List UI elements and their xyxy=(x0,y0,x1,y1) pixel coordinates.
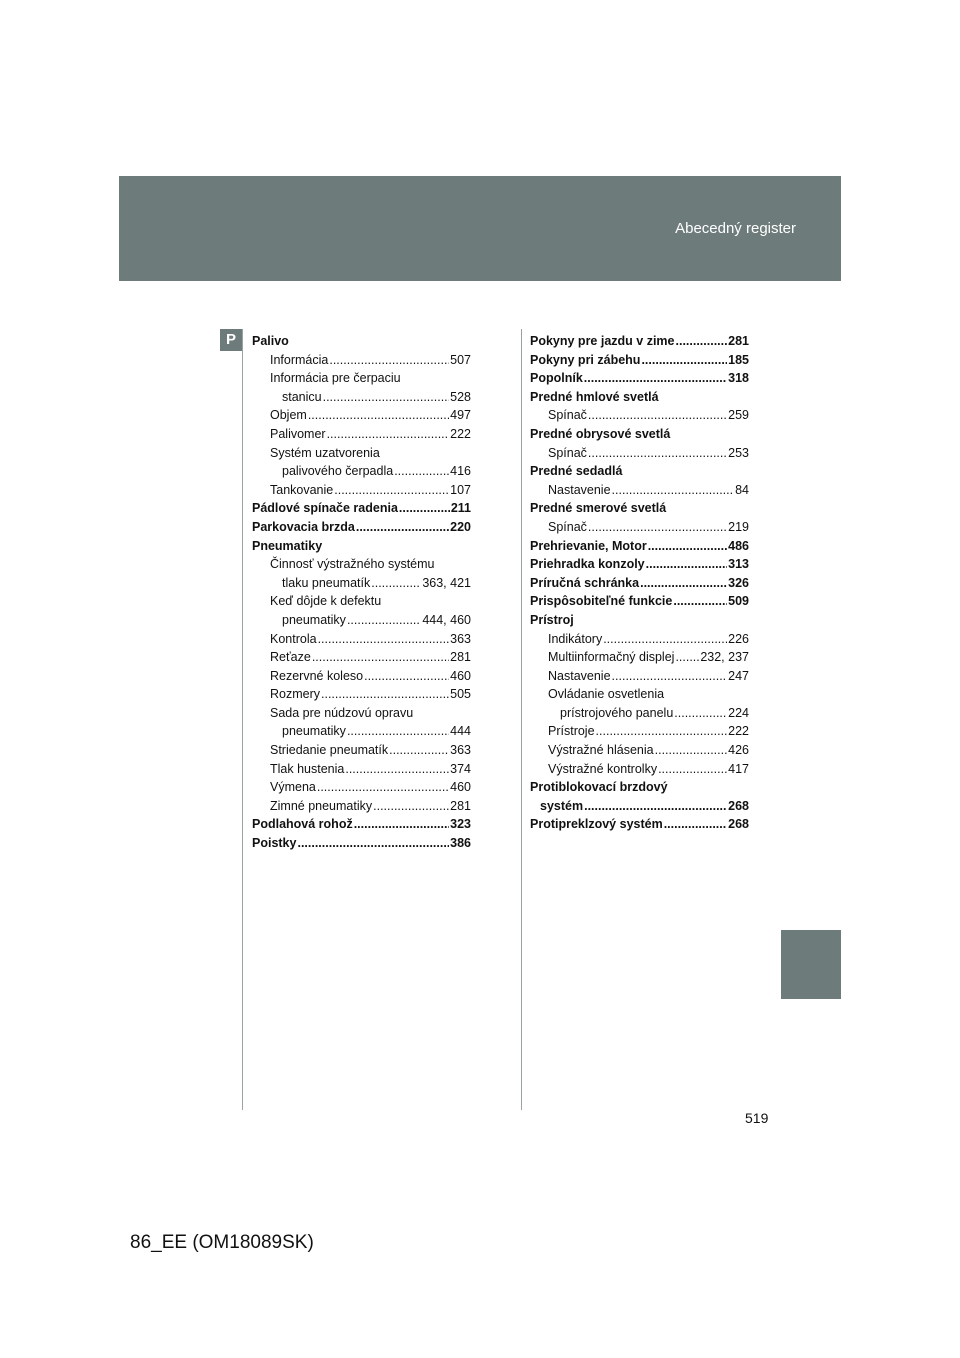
index-page-ref: 416 xyxy=(450,464,471,479)
index-entry xyxy=(252,685,471,704)
index-page-ref: 509 xyxy=(728,594,749,609)
leader-dots xyxy=(646,555,728,574)
index-entry xyxy=(530,630,749,649)
leader-dots xyxy=(321,685,449,704)
index-page-ref: 219 xyxy=(728,519,749,534)
index-term: Protipreklzový systém xyxy=(530,817,663,832)
index-page-ref: 444 xyxy=(450,724,471,739)
index-entry xyxy=(252,592,471,611)
index-entry xyxy=(530,611,749,630)
index-page-ref: 84 xyxy=(735,482,749,497)
index-entry xyxy=(252,462,471,481)
index-entry xyxy=(252,574,471,593)
section-title: Abecedný register xyxy=(675,220,796,237)
index-term: Palivo xyxy=(252,334,289,348)
index-entry xyxy=(252,351,471,370)
index-entry xyxy=(252,760,471,779)
index-term: systém xyxy=(540,798,584,813)
index-term: Informácia xyxy=(270,352,329,367)
index-term: Objem xyxy=(270,408,307,423)
leader-dots xyxy=(675,648,699,667)
index-page-ref: 323 xyxy=(450,817,471,832)
index-entry xyxy=(530,351,749,370)
index-entry xyxy=(252,425,471,444)
index-term: Kontrola xyxy=(270,631,317,646)
index-term: Predné hmlové svetlá xyxy=(530,389,659,404)
index-term: Priehradka konzoly xyxy=(530,557,645,572)
index-term: Predné sedadlá xyxy=(530,464,623,479)
leader-dots xyxy=(329,351,449,370)
index-term: Predné obrysové svetlá xyxy=(530,426,671,441)
index-entry xyxy=(252,388,471,407)
index-entry xyxy=(530,406,749,425)
index-page-ref: 363, 421 xyxy=(422,575,471,590)
leader-dots xyxy=(347,611,421,630)
leader-dots xyxy=(327,425,450,444)
index-entry xyxy=(530,499,749,518)
index-term: Rezervné koleso xyxy=(270,668,364,683)
index-entry xyxy=(530,555,749,574)
leader-dots xyxy=(674,704,727,723)
section-letter-tab: P xyxy=(220,329,242,351)
index-entry xyxy=(530,760,749,779)
index-term: pneumatiky xyxy=(282,612,346,627)
index-page-ref: 426 xyxy=(728,743,749,758)
index-page-ref: 224 xyxy=(728,705,749,720)
header-band xyxy=(119,176,841,281)
index-page-ref: 497 xyxy=(450,408,471,423)
document-code: 86_EE (OM18089SK) xyxy=(130,1232,314,1253)
index-page-ref: 460 xyxy=(450,780,471,795)
leader-dots xyxy=(345,760,449,779)
index-entry xyxy=(530,741,749,760)
index-column-left xyxy=(252,332,471,853)
leader-dots xyxy=(334,481,449,500)
index-page-ref: 211 xyxy=(450,501,471,516)
leader-dots xyxy=(676,332,728,351)
column-divider-right xyxy=(521,329,522,1110)
index-page-ref: 528 xyxy=(450,389,471,404)
index-term: Striedanie pneumatík xyxy=(270,743,389,758)
index-term: Systém uzatvorenia xyxy=(270,445,380,460)
index-entry xyxy=(530,778,749,797)
index-term: Informácia pre čerpaciu xyxy=(270,371,401,386)
leader-dots xyxy=(373,797,449,816)
index-entry xyxy=(530,797,749,816)
index-entry xyxy=(252,704,471,723)
chapter-thumb-tab xyxy=(781,930,841,999)
leader-dots xyxy=(664,815,727,834)
leader-dots xyxy=(318,630,450,649)
page-number: 519 xyxy=(745,1110,769,1126)
index-term: Príručná schránka xyxy=(530,575,640,590)
index-entry xyxy=(530,685,749,704)
index-term: tlaku pneumatík xyxy=(282,575,371,590)
column-divider-left xyxy=(242,329,243,1110)
index-page-ref: 505 xyxy=(450,687,471,702)
index-term: Pokyny pre jazdu v zime xyxy=(530,334,675,348)
index-page-ref: 460 xyxy=(450,668,471,683)
leader-dots xyxy=(673,592,727,611)
index-page-ref: 247 xyxy=(728,668,749,683)
index-page-ref: 222 xyxy=(728,724,749,739)
leader-dots xyxy=(389,741,449,760)
index-term: Výmena xyxy=(270,780,316,795)
index-entry xyxy=(252,332,471,351)
leader-dots xyxy=(297,834,449,853)
leader-dots xyxy=(658,760,727,779)
index-page-ref: 444, 460 xyxy=(422,612,471,627)
index-entry xyxy=(530,518,749,537)
leader-dots xyxy=(641,351,727,370)
index-entry xyxy=(252,778,471,797)
index-entry xyxy=(530,481,749,500)
index-page-ref: 417 xyxy=(728,761,749,776)
leader-dots xyxy=(317,778,449,797)
index-entry xyxy=(252,481,471,500)
index-term: palivového čerpadla xyxy=(282,464,394,479)
leader-dots xyxy=(394,462,449,481)
index-entry xyxy=(530,369,749,388)
index-term: Poistky xyxy=(252,836,297,851)
leader-dots xyxy=(612,667,728,686)
index-entry xyxy=(252,797,471,816)
index-term: Podlahová rohož xyxy=(252,817,353,832)
index-page-ref: 318 xyxy=(728,371,749,386)
index-page-ref: 222 xyxy=(450,426,471,441)
index-term: Pokyny pri zábehu xyxy=(530,352,641,367)
leader-dots xyxy=(356,518,449,537)
index-page-ref: 313 xyxy=(728,557,749,572)
index-page-ref: 268 xyxy=(728,817,749,832)
index-term: Protiblokovací brzdový xyxy=(530,780,668,795)
index-term: Reťaze xyxy=(270,650,311,665)
index-term: prístrojového panelu xyxy=(560,705,674,720)
leader-dots xyxy=(603,630,727,649)
index-entry xyxy=(530,425,749,444)
index-term: Popolník xyxy=(530,371,583,386)
index-page-ref: 374 xyxy=(450,761,471,776)
index-term: Pádlové spínače radenia xyxy=(252,501,398,516)
index-term: Prehrievanie, Motor xyxy=(530,538,647,553)
leader-dots xyxy=(588,518,727,537)
leader-dots xyxy=(588,444,727,463)
leader-dots xyxy=(612,481,735,500)
index-page-ref: 220 xyxy=(450,519,471,534)
leader-dots xyxy=(596,722,728,741)
index-term: Rozmery xyxy=(270,687,321,702)
index-page-ref: 507 xyxy=(450,352,471,367)
index-entry xyxy=(252,741,471,760)
leader-dots xyxy=(323,388,450,407)
leader-dots xyxy=(655,741,728,760)
index-entry xyxy=(252,834,471,853)
index-term: Tankovanie xyxy=(270,482,334,497)
index-entry xyxy=(252,630,471,649)
leader-dots xyxy=(399,499,450,518)
index-term: Indikátory xyxy=(548,631,603,646)
index-page-ref: 185 xyxy=(728,352,749,367)
index-term: Prístroj xyxy=(530,612,574,627)
index-entry xyxy=(530,574,749,593)
index-entry xyxy=(252,611,471,630)
index-page-ref: 232, 237 xyxy=(700,650,749,665)
leader-dots xyxy=(648,537,727,556)
index-term: Výstražné kontrolky xyxy=(548,761,658,776)
index-term: Multiinformačný displej xyxy=(548,650,675,665)
index-entry xyxy=(530,722,749,741)
index-entry xyxy=(252,444,471,463)
index-entry xyxy=(530,388,749,407)
index-term: Prispôsobiteľné funkcie xyxy=(530,594,673,609)
leader-dots xyxy=(371,574,421,593)
index-page-ref: 281 xyxy=(450,650,471,665)
index-entry xyxy=(252,369,471,388)
index-page-ref: 259 xyxy=(728,408,749,423)
index-page-ref: 226 xyxy=(728,631,749,646)
index-entry xyxy=(252,667,471,686)
leader-dots xyxy=(312,648,449,667)
index-term: Parkovacia brzda xyxy=(252,519,355,534)
index-term: Nastavenie xyxy=(548,482,611,497)
index-page-ref: 326 xyxy=(728,575,749,590)
index-term: Predné smerové svetlá xyxy=(530,501,667,516)
index-entry xyxy=(252,537,471,556)
leader-dots xyxy=(347,722,449,741)
leader-dots xyxy=(364,667,449,686)
index-entry xyxy=(530,444,749,463)
index-page-ref: 363 xyxy=(450,631,471,646)
index-term: Spínač xyxy=(548,519,587,534)
index-term: Spínač xyxy=(548,408,587,423)
index-term: Výstražné hlásenia xyxy=(548,743,654,758)
index-entry xyxy=(530,815,749,834)
index-entry xyxy=(530,648,749,667)
index-entry xyxy=(530,462,749,481)
index-page-ref: 107 xyxy=(450,482,471,497)
index-term: pneumatiky xyxy=(282,724,346,739)
index-term: Tlak hustenia xyxy=(270,761,345,776)
leader-dots xyxy=(354,815,449,834)
index-term: Ovládanie osvetlenia xyxy=(548,687,665,702)
index-column-right xyxy=(530,332,749,834)
index-page-ref: 268 xyxy=(728,798,749,813)
index-page-ref: 281 xyxy=(728,334,749,348)
leader-dots xyxy=(584,797,727,816)
index-entry xyxy=(252,518,471,537)
index-entry xyxy=(252,648,471,667)
index-page-ref: 386 xyxy=(450,836,471,851)
index-entry xyxy=(252,555,471,574)
index-entry xyxy=(252,406,471,425)
index-term: Keď dôjde k defektu xyxy=(270,594,382,609)
index-entry xyxy=(252,815,471,834)
index-page-ref: 253 xyxy=(728,445,749,460)
index-entry xyxy=(530,667,749,686)
index-entry xyxy=(530,704,749,723)
index-page-ref: 281 xyxy=(450,798,471,813)
index-term: Prístroje xyxy=(548,724,595,739)
index-term: Sada pre núdzovú opravu xyxy=(270,705,414,720)
index-entry xyxy=(252,499,471,518)
index-term: Palivomer xyxy=(270,426,326,441)
leader-dots xyxy=(308,406,449,425)
leader-dots xyxy=(584,369,727,388)
index-entry xyxy=(530,332,749,351)
index-entry xyxy=(530,592,749,611)
index-term: Činnosť výstražného systému xyxy=(270,557,435,572)
index-term: Zimné pneumatiky xyxy=(270,798,373,813)
index-term: Pneumatiky xyxy=(252,538,323,553)
index-entry xyxy=(530,537,749,556)
index-term: Nastavenie xyxy=(548,668,611,683)
index-term: Spínač xyxy=(548,445,587,460)
index-page-ref: 363 xyxy=(450,743,471,758)
index-page-ref: 486 xyxy=(728,538,749,553)
index-term: stanicu xyxy=(282,389,322,404)
leader-dots xyxy=(640,574,727,593)
leader-dots xyxy=(588,406,727,425)
index-entry xyxy=(252,722,471,741)
